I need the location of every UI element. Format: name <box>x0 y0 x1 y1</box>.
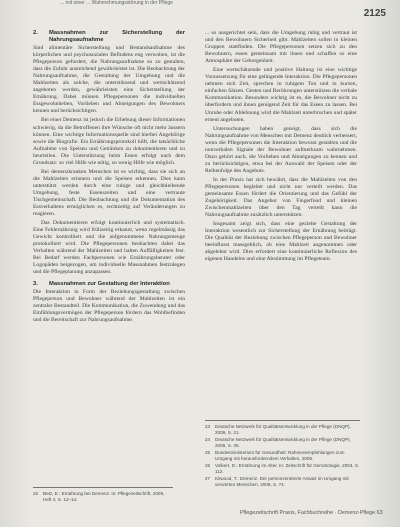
footnote-text: Bundesministerium für Gesundheit: Rahmenempfehlungen zum Umgang mit herausforderndem Verhalten, 2006. <box>215 450 345 462</box>
paragraph: Untersuchungen haben gezeigt, dass sich die Nahrungsaufnahme von Menschen mit Demenz deutlich verbessert, wenn die Pflegepersonen die Interaktion bewusst gestalten und die nonverbalen Signale der Bewohner aufmerksam wahrnehmen. Dazu gehört auch, die Vorlieben und Abneigungen zu kennen und zu berücksichtigen, etwa bei der Auswahl der Speisen oder der Reihenfolge des Angebots. <box>205 125 357 174</box>
page-number: 2125 <box>363 8 386 19</box>
footnote <box>205 450 360 462</box>
footnote-number: 25 <box>205 450 211 456</box>
left-footnotes <box>33 487 173 504</box>
paragraph: Insgesamt zeigt sich, dass eine gezielte Gestaltung der Interaktion wesentlich zur Sicherstellung der Ernährung beiträgt. Die Qualität der Beziehung zwischen Pflegeperson und Bewohner beeinflusst massgeblich, ob eine Mahlzeit angenommen oder abgelehnt wird. Dies erfordert eine kontinuierliche Reflexion des eigenen Handelns und eine Abstimmung im Pflegeteam. <box>205 221 357 263</box>
section-title: Massnahmen zur Sicherstellung der Nahrungsaufnahme <box>49 30 185 43</box>
footnote-text: Deutsche Netzwerk für Qualitätsentwicklung in der Pflege (DNQP), 2009, S. 21. <box>215 424 351 435</box>
footnote-number: 24 <box>205 437 211 443</box>
footnote-text: Kitwood, T.: Demenz. Der personzentrierte Ansatz im Umgang mit verwirrten Menschen, 2008, S. 74. <box>215 476 349 488</box>
running-head: ... mit einer ... Wahrnehmungsstörung in der Pflege <box>60 0 173 6</box>
footnote-number: 22 <box>33 491 39 496</box>
footnote <box>33 491 173 503</box>
footnote <box>205 463 360 475</box>
paragraph: Bei einer Demenz ist jedoch die Erhebung dieser Informationen schwierig, da die Betroffenen ihre Wünsche oft nicht mehr äussern können. Eine wichtige Informationsquelle sind hierbei Angehörige sowie die Biografie. Ein Ernährungsprotokoll hilft, die tatsächliche Aufnahme von Speisen und Getränken zu dokumentieren und zu beurteilen. Die Unterstützung beim Essen erfolgt nach dem Grundsatz: so viel Hilfe wie nötig, so wenig Hilfe wie möglich. <box>33 117 185 166</box>
section-title: Massnahmen zur Gestaltung der Interaktion <box>49 280 170 287</box>
paragraph: ... so ausgerichtet sein, dass die Umgebung ruhig und vertraut ist und den Bewohnern Sicherheit gibt. Mahlzeiten sollen in kleinen Gruppen stattfinden. Die Pflegepersonen setzen sich zu den Bewohnern, essen gemeinsam mit ihnen und schaffen so eine Atmosphäre der Geborgenheit. <box>205 30 357 65</box>
footnote-text: Deutsche Netzwerk für Qualitätsentwicklung in der Pflege (DNQP), 2009, S. 35. <box>215 437 351 449</box>
section-heading-2 <box>33 30 185 44</box>
paragraph: Sind alimentäre Sicherstellung und Bestandsaufnahme des körperlichen und psychosozialen Befindens eng verwoben, ist die Pflegeperson gefordert, die Nahrungsaufnahme so zu gestalten, dass die Zufuhr ausreichend gewährleistet ist. Die Beobachtung der Nahrungsaufnahme, die Gestaltung der Umgebung und die Mahlzeiten als solche, die unterstützend und wertschätzend angeboten werden, gewährleisten eine Sicherstellung der Ernährung. Dabei müssen Pflegepersonen die individuellen Essgewohnheiten, Vorlieben und Abneigungen des Bewohners kennen und berücksichtigen. <box>33 45 185 115</box>
footnote <box>205 476 360 488</box>
paragraph: Bei demenzkranken Menschen ist es wichtig, dass sie sich an die Mahlzeiten erinnern und die Speisen erkennen. Dies kann unterstützt werden durch eine ruhige und gleichbleibende Umgebung, feste Essenszeiten und eine vertraute Tischgemeinschaft. Die Beobachtung und die Dokumentation des Essverhaltens ermöglichen es, rechtzeitig auf Veränderungen zu reagieren. <box>33 168 185 218</box>
paragraph: Eine wertschätzende und positive Haltung ist eine wichtige Voraussetzung für eine gelingende Interaktion. Die Pflegepersonen nehmen sich Zeit, sprechen in ruhigem Ton und in kurzen, einfachen Sätzen. Gesten und Berührungen unterstützen die verbale Kommunikation. Besonders wichtig ist es, die Bewohner nicht zu überfordern und ihnen genügend Zeit für das Essen zu lassen. Bei Unruhe oder Ablehnung wird die Mahlzeit unterbrochen und später erneut angeboten. <box>205 67 357 123</box>
footnote <box>205 437 360 449</box>
footnote-number: 23 <box>205 424 211 429</box>
footnote-number: 26 <box>205 463 211 469</box>
paragraph: Die Interaktion in Form der Beziehungsgestaltung zwischen Pflegeperson und Bewohner während der Mahlzeiten ist ein zentraler Bestandteil. Die Kommunikation, die Zuwendung und das Einfühlungsvermögen der Pflegeperson fördern das Wohlbefinden und die Bereitschaft zur Nahrungsaufnahme. <box>33 288 185 323</box>
section-number: 2. <box>33 30 38 36</box>
right-footnotes <box>205 420 360 490</box>
paragraph: In der Praxis hat sich bewährt, dass die Mahlzeiten von den Pflegepersonen begleitet und nicht nur verteilt werden. Das gemeinsame Essen fördert die Orientierung und das Gefühl der Zugehörigkeit. Das Angebot von Fingerfood und kleinen Zwischenmahlzeiten über den Tag verteilt kann die Nahrungsaufnahme zusätzlich unterstützen. <box>205 176 357 219</box>
section-number: 3. <box>33 280 38 287</box>
page-footer: Pflegezeitschrift Praxis, Fachbuchreihe · Demenz-Pflege 63 <box>240 510 383 516</box>
paragraph: Das Dokumentieren erfolgt kontinuierlich und systematisch. Eine Fehlernährung wird frühzeitig erkannt, wenn regelmässig das Gewicht kontrolliert und die aufgenommene Nahrungsmenge protokolliert wird. Die Pflegepersonen beobachten dabei das Verhalten während der Mahlzeiten und halten Auffälligkeiten fest. Bei Bedarf werden Fachpersonen wie Ernährungsberater oder Logopäden beigezogen, um individuelle Massnahmen festzulegen und die Pflegeplanung anzupassen. <box>33 220 185 276</box>
section-heading-3 <box>33 281 185 288</box>
left-column <box>33 30 185 326</box>
footnote-text: Volkert, D.: Ernährung im Alter. In: Zeitschrift für Gerontologie, 2004, S. 112. <box>215 463 360 475</box>
footnote <box>205 424 360 436</box>
footnote-text: Betz, E.: Ernährung bei Demenz. In: Pflegezeitschrift, 2009, Heft 4, S. 12–14. <box>43 491 165 502</box>
footnote-number: 27 <box>205 476 211 482</box>
right-column <box>205 30 357 266</box>
